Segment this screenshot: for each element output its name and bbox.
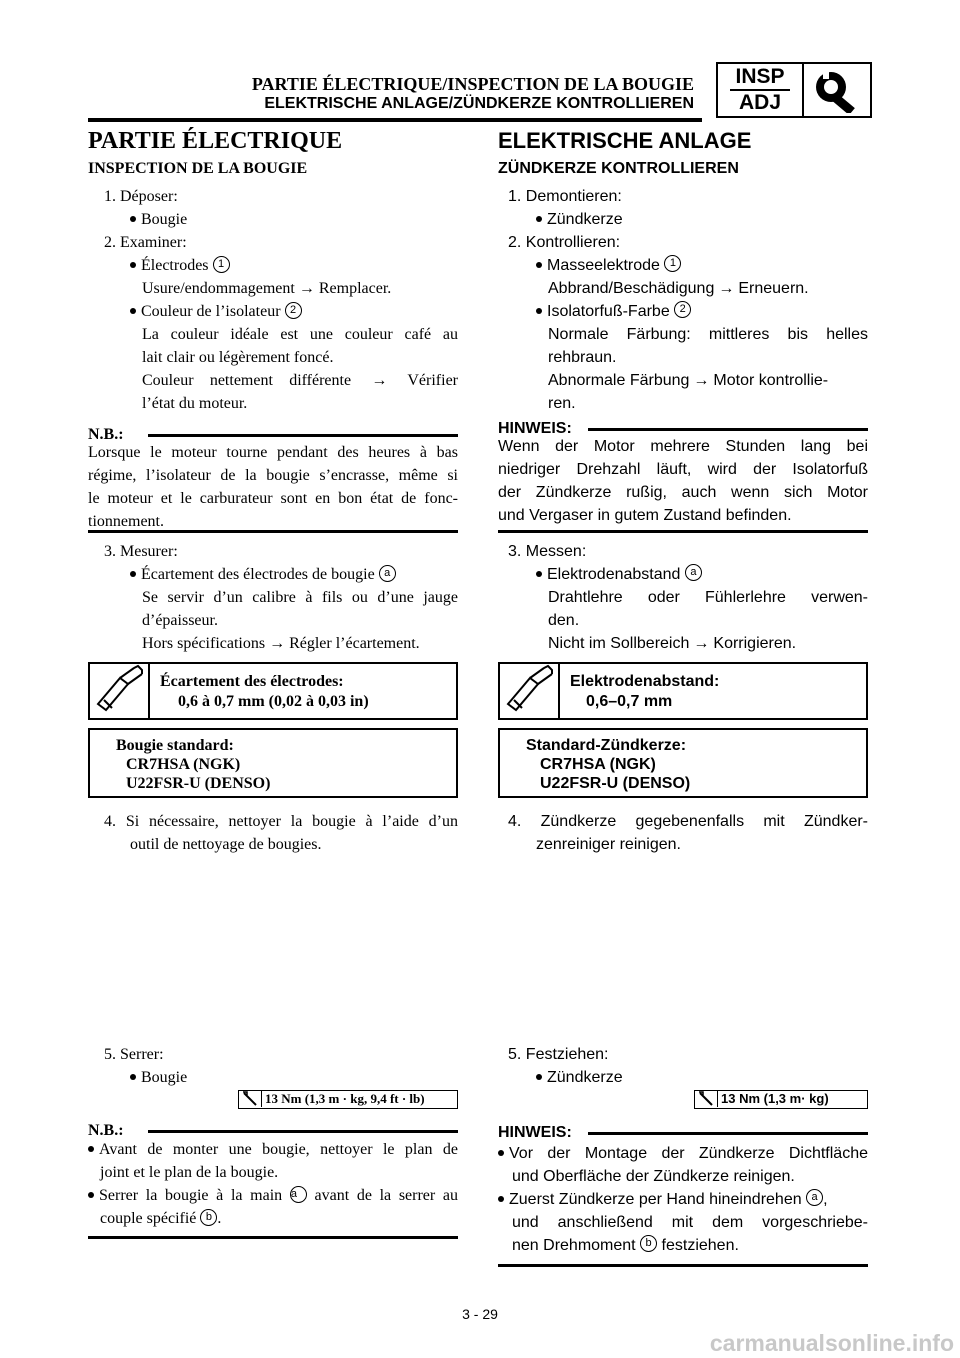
note-rule: [498, 1264, 868, 1267]
page-number: 3 - 29: [462, 1306, 498, 1322]
ref-letter: a: [806, 1189, 823, 1206]
step-2-text: l’état du moteur.: [142, 395, 248, 412]
note-text: Lorsque le moteur tourne pendant des heures à bas: [88, 444, 458, 461]
caliper-icon: [500, 664, 560, 718]
torque-wrench-icon: [241, 1091, 262, 1107]
note-text: couple spécifié b .: [100, 1210, 222, 1227]
note-label: HINWEIS:: [498, 1124, 572, 1141]
step-4: 4. Si nécessaire, nettoyer la bougie à l’aide d’un: [104, 813, 458, 830]
subsection-title: ZÜNDKERZE KONTROLLIEREN: [498, 160, 739, 177]
note-rule: [588, 428, 868, 431]
note-label: HINWEIS:: [498, 420, 572, 437]
step-5: 5. Festziehen:: [508, 1046, 609, 1063]
torque-spec: [238, 1090, 458, 1109]
bullet-icon: [130, 1074, 136, 1080]
note-label: N.B.:: [88, 1122, 124, 1139]
ref-letter: a: [379, 565, 396, 582]
ref-letter: b: [200, 1209, 217, 1226]
note-rule: [498, 530, 868, 533]
step-5: 5. Serrer:: [104, 1046, 164, 1063]
header-title-de: ELEKTRISCHE ANLAGE/ZÜNDKERZE KONTROLLIEREN: [264, 95, 694, 112]
insp-adj-badge: [716, 62, 872, 118]
standard-plug-value: U22FSR-U (DENSO): [126, 775, 271, 792]
bullet-icon: [130, 262, 136, 268]
note-text: régime, l’isolateur de la bougie s’encrasse, même si: [88, 467, 458, 484]
step-2-bullet-2: Couleur de l’isolateur 2: [130, 300, 302, 323]
step-2-text: Normale Färbung: mittleres bis helles: [548, 326, 868, 343]
step-3: 3. Messen:: [508, 543, 587, 560]
note-text: nen Drehmoment b festziehen.: [512, 1237, 739, 1254]
step-3-text: Nicht im Sollbereich → Korrigieren.: [548, 632, 796, 655]
note-label: N.B.:: [88, 426, 124, 443]
note-text: Avant de monter une bougie, nettoyer le plan de: [88, 1138, 458, 1161]
section-title: ELEKTRISCHE ANLAGE: [498, 128, 752, 153]
bullet-icon: [536, 216, 542, 222]
step-2-text: Abnormale Färbung → Motor kontrollie-: [548, 369, 828, 392]
step-5-bullet: Zündkerze: [536, 1066, 623, 1089]
note-rule: [88, 1236, 458, 1239]
badge-insp-text: INSP: [735, 65, 785, 88]
step-2-text: Couleur nettement différente → Vérifier: [142, 369, 458, 392]
ref-letter: a: [290, 1186, 307, 1203]
torque-value: 13 Nm (1,3 m· kg): [721, 1091, 829, 1106]
step-3-text: d’épaisseur.: [142, 612, 218, 629]
spec-box: [88, 662, 458, 720]
wrench-icon: [804, 64, 870, 116]
step-4: zenreiniger reinigen.: [536, 836, 681, 853]
bullet-icon: [498, 1150, 504, 1156]
step-1-bullet: Bougie: [130, 208, 187, 231]
standard-plug-title: Standard-Zündkerze:: [526, 737, 687, 754]
section-title: PARTIE ÉLECTRIQUE: [88, 128, 343, 154]
note-text: niedriger Drehzahl läuft, wird der Isolatorfuß: [498, 461, 868, 478]
step-3-bullet: Elektrodenabstand a: [536, 563, 702, 586]
note-text: le moteur et le carburateur sont en bon état de fonc-: [88, 490, 458, 507]
torque-value: 13 Nm (1,3 m · kg, 9,4 ft · lb): [265, 1091, 425, 1106]
bullet-icon: [88, 1146, 94, 1152]
standard-plug-title: Bougie standard:: [116, 737, 234, 754]
step-4: outil de nettoyage de bougies.: [130, 836, 322, 853]
note-text: Serrer la bougie à la main a avant de la serrer au: [88, 1184, 458, 1207]
standard-plug-box: [88, 728, 458, 798]
note-rule: [88, 530, 458, 533]
note-text: tionnement.: [88, 513, 164, 530]
step-2-text: rehbraun.: [548, 349, 617, 366]
step-3-text: Drahtlehre oder Fühlerlehre verwen-: [548, 589, 868, 606]
bullet-icon: [88, 1192, 94, 1198]
standard-plug-value: CR7HSA (NGK): [540, 756, 656, 773]
step-1: 1. Déposer:: [104, 188, 178, 205]
note-rule: [148, 1130, 458, 1133]
bullet-icon: [130, 571, 136, 577]
standard-plug-value: U22FSR-U (DENSO): [540, 775, 691, 792]
note-text: und Oberfläche der Zündkerze reinigen.: [512, 1168, 795, 1185]
header-rule: [88, 118, 702, 122]
badge-adj-text: ADJ: [738, 91, 781, 114]
bullet-icon: [536, 308, 542, 314]
spec-box: [498, 662, 868, 720]
ref-letter: b: [640, 1235, 657, 1252]
step-2-bullet-1-detail: Abbrand/Beschädigung → Erneuern.: [548, 277, 809, 300]
step-2-bullet-1: Masseelektrode 1: [536, 254, 681, 277]
note-text: joint et le plan de la bougie.: [100, 1164, 279, 1181]
torque-wrench-icon: [697, 1091, 718, 1107]
bullet-icon: [536, 1074, 542, 1080]
bullet-icon: [498, 1196, 504, 1202]
step-2: 2. Kontrollieren:: [508, 234, 621, 251]
step-2-bullet-2: Isolatorfuß-Farbe 2: [536, 300, 691, 323]
step-3: 3. Mesurer:: [104, 543, 178, 560]
caliper-icon: [90, 664, 150, 718]
subsection-title: INSPECTION DE LA BOUGIE: [88, 160, 308, 177]
ref-number: 1: [664, 255, 681, 272]
bullet-icon: [130, 308, 136, 314]
note-text: und anschließend mit dem vorgeschriebe-: [512, 1214, 868, 1231]
step-3-text: Hors spécifications → Régler l’écartement.: [142, 632, 420, 655]
step-3-text: den.: [548, 612, 580, 629]
spec-value: 0,6–0,7 mm: [586, 693, 673, 710]
step-5-bullet: Bougie: [130, 1066, 187, 1089]
header-title-fr: PARTIE ÉLECTRIQUE/INSPECTION DE LA BOUGIE: [251, 74, 694, 94]
note-text: Zuerst Zündkerze per Hand hineindrehen a ,: [498, 1188, 828, 1211]
step-2-text: La couleur idéale est une couleur café au: [142, 326, 458, 343]
step-2: 2. Examiner:: [104, 234, 187, 251]
spec-value: 0,6 à 0,7 mm (0,02 à 0,03 in): [178, 693, 369, 710]
arrow-right-icon: →: [693, 372, 710, 389]
ref-number: 2: [285, 302, 302, 319]
arrow-right-icon: →: [269, 635, 286, 652]
step-2-bullet-1: Électrodes 1: [130, 254, 230, 277]
note-rule: [588, 1132, 868, 1135]
step-1-bullet: Zündkerze: [536, 208, 623, 231]
arrow-right-icon: →: [693, 635, 710, 652]
spec-title: Elektrodenabstand:: [570, 673, 720, 690]
watermark: carmanualsonline.info: [709, 1330, 954, 1356]
page-header-title: [210, 74, 694, 114]
note-text: und Vergaser in gutem Zustand befinden.: [498, 507, 792, 524]
bullet-icon: [536, 571, 542, 577]
torque-spec: [694, 1090, 868, 1109]
note-rule: [148, 434, 458, 437]
ref-letter: a: [685, 564, 702, 581]
step-2-text: lait clair ou légèrement foncé.: [142, 349, 334, 366]
standard-plug-value: CR7HSA (NGK): [126, 756, 241, 773]
step-1: 1. Demontieren:: [508, 188, 622, 205]
bullet-icon: [130, 216, 136, 222]
note-text: der Zündkerze rußig, auch wenn sich Motor: [498, 484, 868, 501]
ref-number: 2: [674, 301, 691, 318]
arrow-right-icon: →: [298, 280, 315, 297]
ref-number: 1: [213, 256, 230, 273]
step-4: 4. Zündkerze gegebenenfalls mit Zündker-: [508, 813, 868, 830]
step-3-bullet: Écartement des électrodes de bougie a: [130, 563, 396, 586]
arrow-right-icon: →: [371, 372, 388, 389]
standard-plug-box: [498, 728, 868, 798]
step-3-text: Se servir d’un calibre à fils ou d’une jauge: [142, 589, 458, 606]
bullet-icon: [536, 262, 542, 268]
note-text: Vor der Montage der Zündkerze Dichtfläche: [498, 1142, 868, 1165]
step-2-bullet-1-detail: Usure/endommagement → Remplacer.: [142, 277, 391, 300]
spec-title: Écartement des électrodes:: [160, 673, 344, 690]
note-text: Wenn der Motor mehrere Stunden lang bei: [498, 438, 868, 455]
step-2-text: ren.: [548, 395, 576, 412]
arrow-right-icon: →: [718, 280, 735, 297]
